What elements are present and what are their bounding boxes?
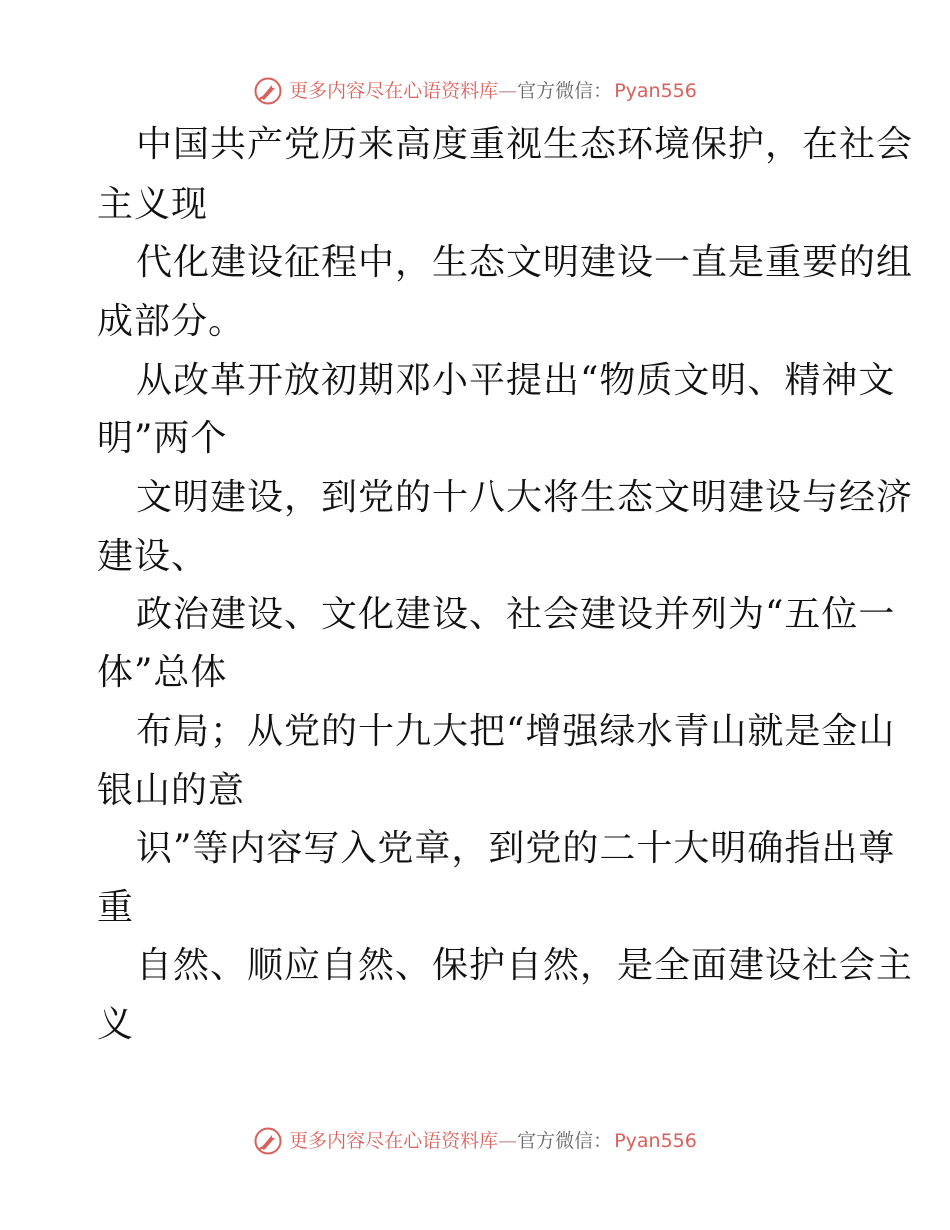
paragraph-line: 自然、顺应自然、保护自然，是全面建设社会主	[136, 945, 914, 986]
footer-banner	[0, 1126, 950, 1156]
header-dash: —	[498, 80, 518, 102]
footer-dash: —	[498, 1130, 518, 1152]
paragraph-line: 中国共产党历来高度重视生态环境保护，在社会	[136, 124, 914, 165]
paragraph-line: 代化建设征程中，生态文明建设一直是重要的组	[136, 242, 914, 283]
paragraph-line: 政治建设、文化建设、社会建设并列为“五位一	[136, 594, 896, 635]
footer-site-text: 更多内容尽在心语资料库	[289, 1130, 499, 1152]
paragraph-line: 建设、	[97, 536, 209, 577]
paragraph-line: 银山的意	[97, 770, 246, 811]
footer-wechat-id: Pyan556	[614, 1130, 697, 1152]
paragraph-line: 成部分。	[97, 301, 246, 342]
paragraph-line: 明”两个	[97, 418, 228, 459]
paragraph-line: 文明建设，到党的十八大将生态文明建设与经济	[136, 477, 914, 518]
pen-nib-logo-icon	[253, 76, 283, 106]
paragraph-line: 义	[97, 1004, 135, 1045]
paragraph-line: 布局；从党的十九大把“增强绿水青山就是金山	[136, 711, 896, 752]
paragraph-line: 主义现	[97, 184, 209, 225]
paragraph-line: 体”总体	[97, 652, 228, 693]
pen-nib-logo-icon	[253, 1126, 283, 1156]
header-site-text: 更多内容尽在心语资料库	[289, 80, 499, 102]
header-banner	[0, 76, 950, 106]
paragraph-line: 从改革开放初期邓小平提出“物质文明、精神文	[136, 360, 896, 401]
header-wechat-label: 官方微信：	[517, 80, 613, 102]
footer-wechat-label: 官方微信：	[517, 1130, 613, 1152]
paragraph-line: 重	[97, 887, 135, 928]
header-wechat-id: Pyan556	[614, 80, 697, 102]
paragraph-line: 识”等内容写入党章，到党的二十大明确指出尊	[136, 828, 896, 869]
